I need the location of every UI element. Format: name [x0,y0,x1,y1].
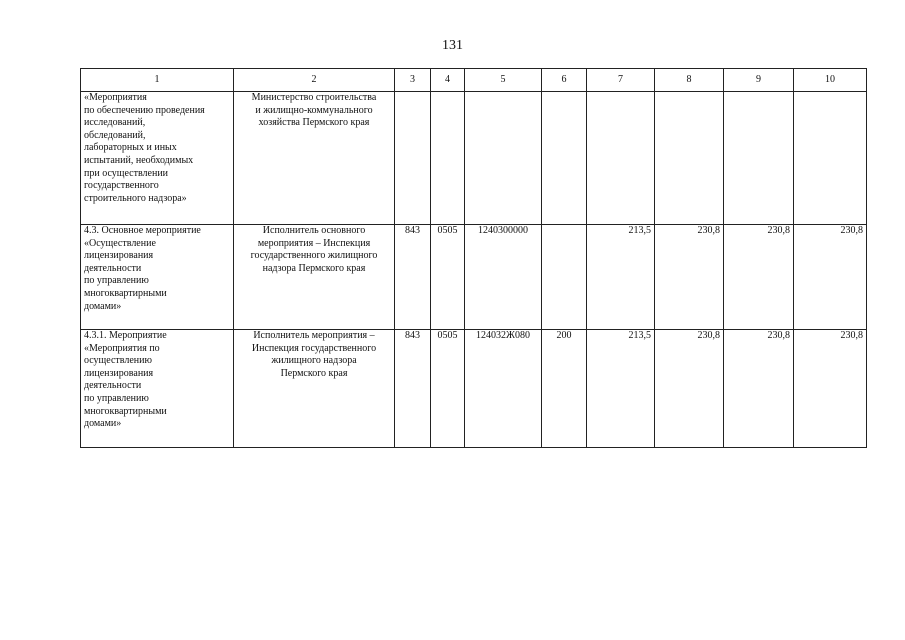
executor-line: Министерство строительства [251,92,377,103]
activity-name-line: домами» [84,418,122,430]
amount-cell-9 [724,92,794,225]
activity-name-line: «Мероприятия [84,92,147,103]
amount-cell-8 [655,92,724,225]
header-cell: 3 [395,69,431,92]
executor-cell [234,330,395,448]
expense-type-cell: 200 [542,330,587,448]
executor-line: государственного жилищного [250,250,378,262]
header-cell: 2 [234,69,395,92]
amount-cell-10: 230,8 [794,330,867,448]
target-article-cell: 124032Ж080 [465,330,542,448]
executor-line: мероприятия – Инспекция [257,237,371,249]
amount-cell-9: 230,8 [724,225,794,330]
header-cell: 10 [794,69,867,92]
table-row [81,330,867,448]
target-article-cell [465,92,542,225]
activity-name-line: по обеспечению проведения [84,104,205,116]
amount-cell-8: 230,8 [655,225,724,330]
activity-name-line: «Осуществление [84,237,156,249]
executor-line: Исполнитель основного [262,225,366,236]
executor-line: и жилищно-коммунального [255,104,373,116]
table-header-row [81,69,867,92]
activity-name-line: по управлению [84,275,149,287]
activity-name-line: исследований, [84,117,146,129]
activity-name-line: государственного [84,180,159,192]
activity-name-line: лицензирования [84,367,154,379]
header-cell: 8 [655,69,724,92]
expense-type-cell [542,225,587,330]
activity-name-line: по управлению [84,392,149,404]
activity-name-line: обследований, [84,129,146,141]
grbs-code-cell [395,92,431,225]
expense-type-cell [542,92,587,225]
section-code-cell [431,92,465,225]
executor-line: Пермского края [280,367,348,379]
activity-name-line: 4.3. Основное мероприятие [84,225,201,236]
header-cell: 7 [587,69,655,92]
activity-name-line: деятельности [84,380,142,392]
activity-name-line: многоквартирными [84,405,167,417]
activity-name-line: испытаний, необходимых [84,154,194,166]
grbs-code-cell: 843 [395,225,431,330]
section-code-cell: 0505 [431,225,465,330]
budget-table [80,68,867,448]
executor-line: хозяйства Пермского края [258,117,370,129]
executor-line: Инспекция государственного [251,342,377,354]
activity-name-line: домами» [84,300,122,312]
table-row [81,92,867,225]
activity-name-line: строительного надзора» [84,192,187,204]
executor-cell [234,225,395,330]
executor-line: надзора Пермского края [262,262,366,274]
activity-name-line: «Мероприятия по [84,342,160,354]
header-cell: 9 [724,69,794,92]
amount-cell-9: 230,8 [724,330,794,448]
activity-name-cell [81,92,234,225]
header-cell: 4 [431,69,465,92]
activity-name-line: 4.3.1. Мероприятие [84,330,167,341]
table-row [81,225,867,330]
header-cell: 1 [81,69,234,92]
activity-name-line: деятельности [84,262,142,274]
amount-cell-10: 230,8 [794,225,867,330]
executor-line: Исполнитель мероприятия – [253,330,375,341]
activity-name-line: лабораторных и иных [84,142,177,154]
amount-cell-7 [587,92,655,225]
amount-cell-7: 213,5 [587,330,655,448]
activity-name-cell [81,330,234,448]
section-code-cell: 0505 [431,330,465,448]
activity-name-line: лицензирования [84,250,154,262]
amount-cell-10 [794,92,867,225]
target-article-cell: 1240300000 [465,225,542,330]
page-number: 131 [442,38,463,53]
activity-name-cell [81,225,234,330]
activity-name-line: осуществлению [84,355,152,367]
grbs-code-cell: 843 [395,330,431,448]
activity-name-line: многоквартирными [84,287,167,299]
executor-cell [234,92,395,225]
amount-cell-8: 230,8 [655,330,724,448]
amount-cell-7: 213,5 [587,225,655,330]
header-cell: 5 [465,69,542,92]
executor-line: жилищного надзора [271,355,357,367]
activity-name-line: при осуществлении [84,167,169,179]
header-cell: 6 [542,69,587,92]
